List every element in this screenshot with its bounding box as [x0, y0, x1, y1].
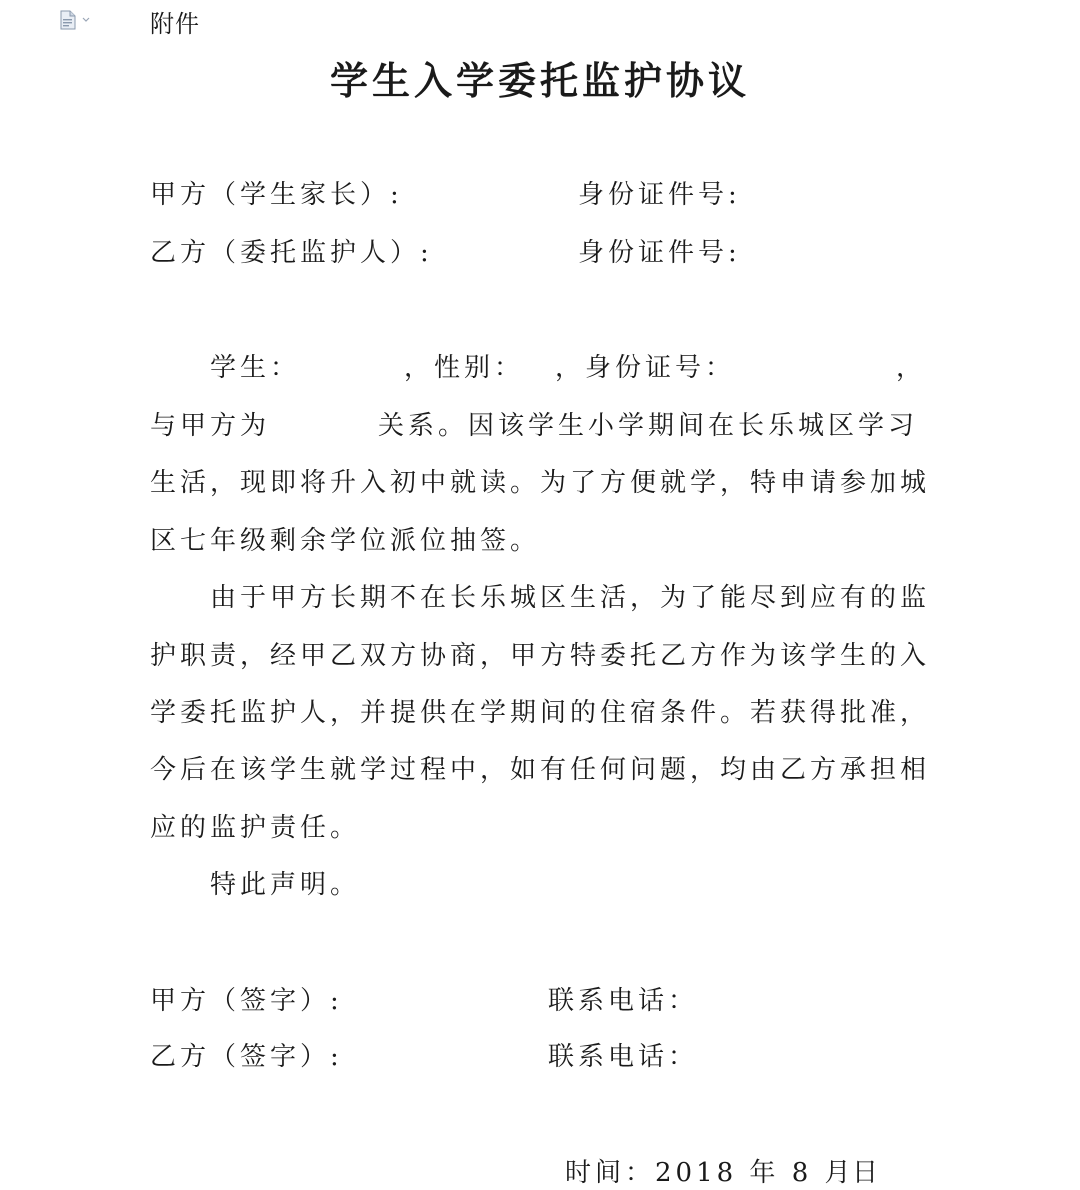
para2-line5: 应的监护责任。 [150, 813, 361, 843]
para1-line2: 生活，现即将升入初中就读。为了方便就学，特申请参加城 [150, 468, 931, 498]
party-b-signature-label: 乙方（签字）: [150, 1042, 343, 1072]
file-icon [58, 10, 78, 30]
party-a-phone-label: 联系电话： [548, 986, 699, 1016]
party-b-label: 乙方（委托监护人）: [150, 238, 433, 268]
page-title: 学生入学委托监护协议 [329, 59, 750, 103]
party-a-id-label: 身份证件号: [578, 180, 741, 210]
party-a-signature-label: 甲方（签字）: [150, 986, 343, 1016]
date-day-label: 日 [852, 1158, 883, 1188]
para2-line4: 今后在该学生就学过程中，如有任何问题，均由乙方承担相 [150, 755, 931, 785]
gender-label: ，性别： [404, 353, 525, 383]
date-label: 时间：2018 年 8 月 [565, 1158, 855, 1188]
para2-line2: 护职责，经甲乙双方协商，甲方特委托乙方作为该学生的入 [150, 641, 931, 671]
declaration: 特此声明。 [210, 870, 361, 900]
student-label: 学生： [210, 353, 301, 383]
para2-line1: 由于甲方长期不在长乐城区生活，为了能尽到应有的监 [210, 583, 931, 613]
document-icon[interactable] [58, 10, 96, 30]
para1-line3: 区七年级剩余学位派位抽签。 [150, 526, 541, 556]
student-line-end-comma: ， [896, 353, 927, 383]
para2-line3: 学委托监护人，并提供在学期间的住宿条件。若获得批准， [150, 698, 931, 728]
para1-line1-prefix: 与甲方为 [150, 411, 271, 441]
party-b-id-label: 身份证件号: [578, 238, 741, 268]
party-b-phone-label: 联系电话： [548, 1042, 699, 1072]
party-a-label: 甲方（学生家长）: [150, 180, 403, 210]
chevron-down-icon [82, 16, 90, 24]
id-number-label: ，身份证号： [555, 353, 736, 383]
attachment-label: 附件 [150, 10, 200, 38]
para1-line1-suffix: 关系。因该学生小学期间在长乐城区学习 [378, 411, 919, 441]
